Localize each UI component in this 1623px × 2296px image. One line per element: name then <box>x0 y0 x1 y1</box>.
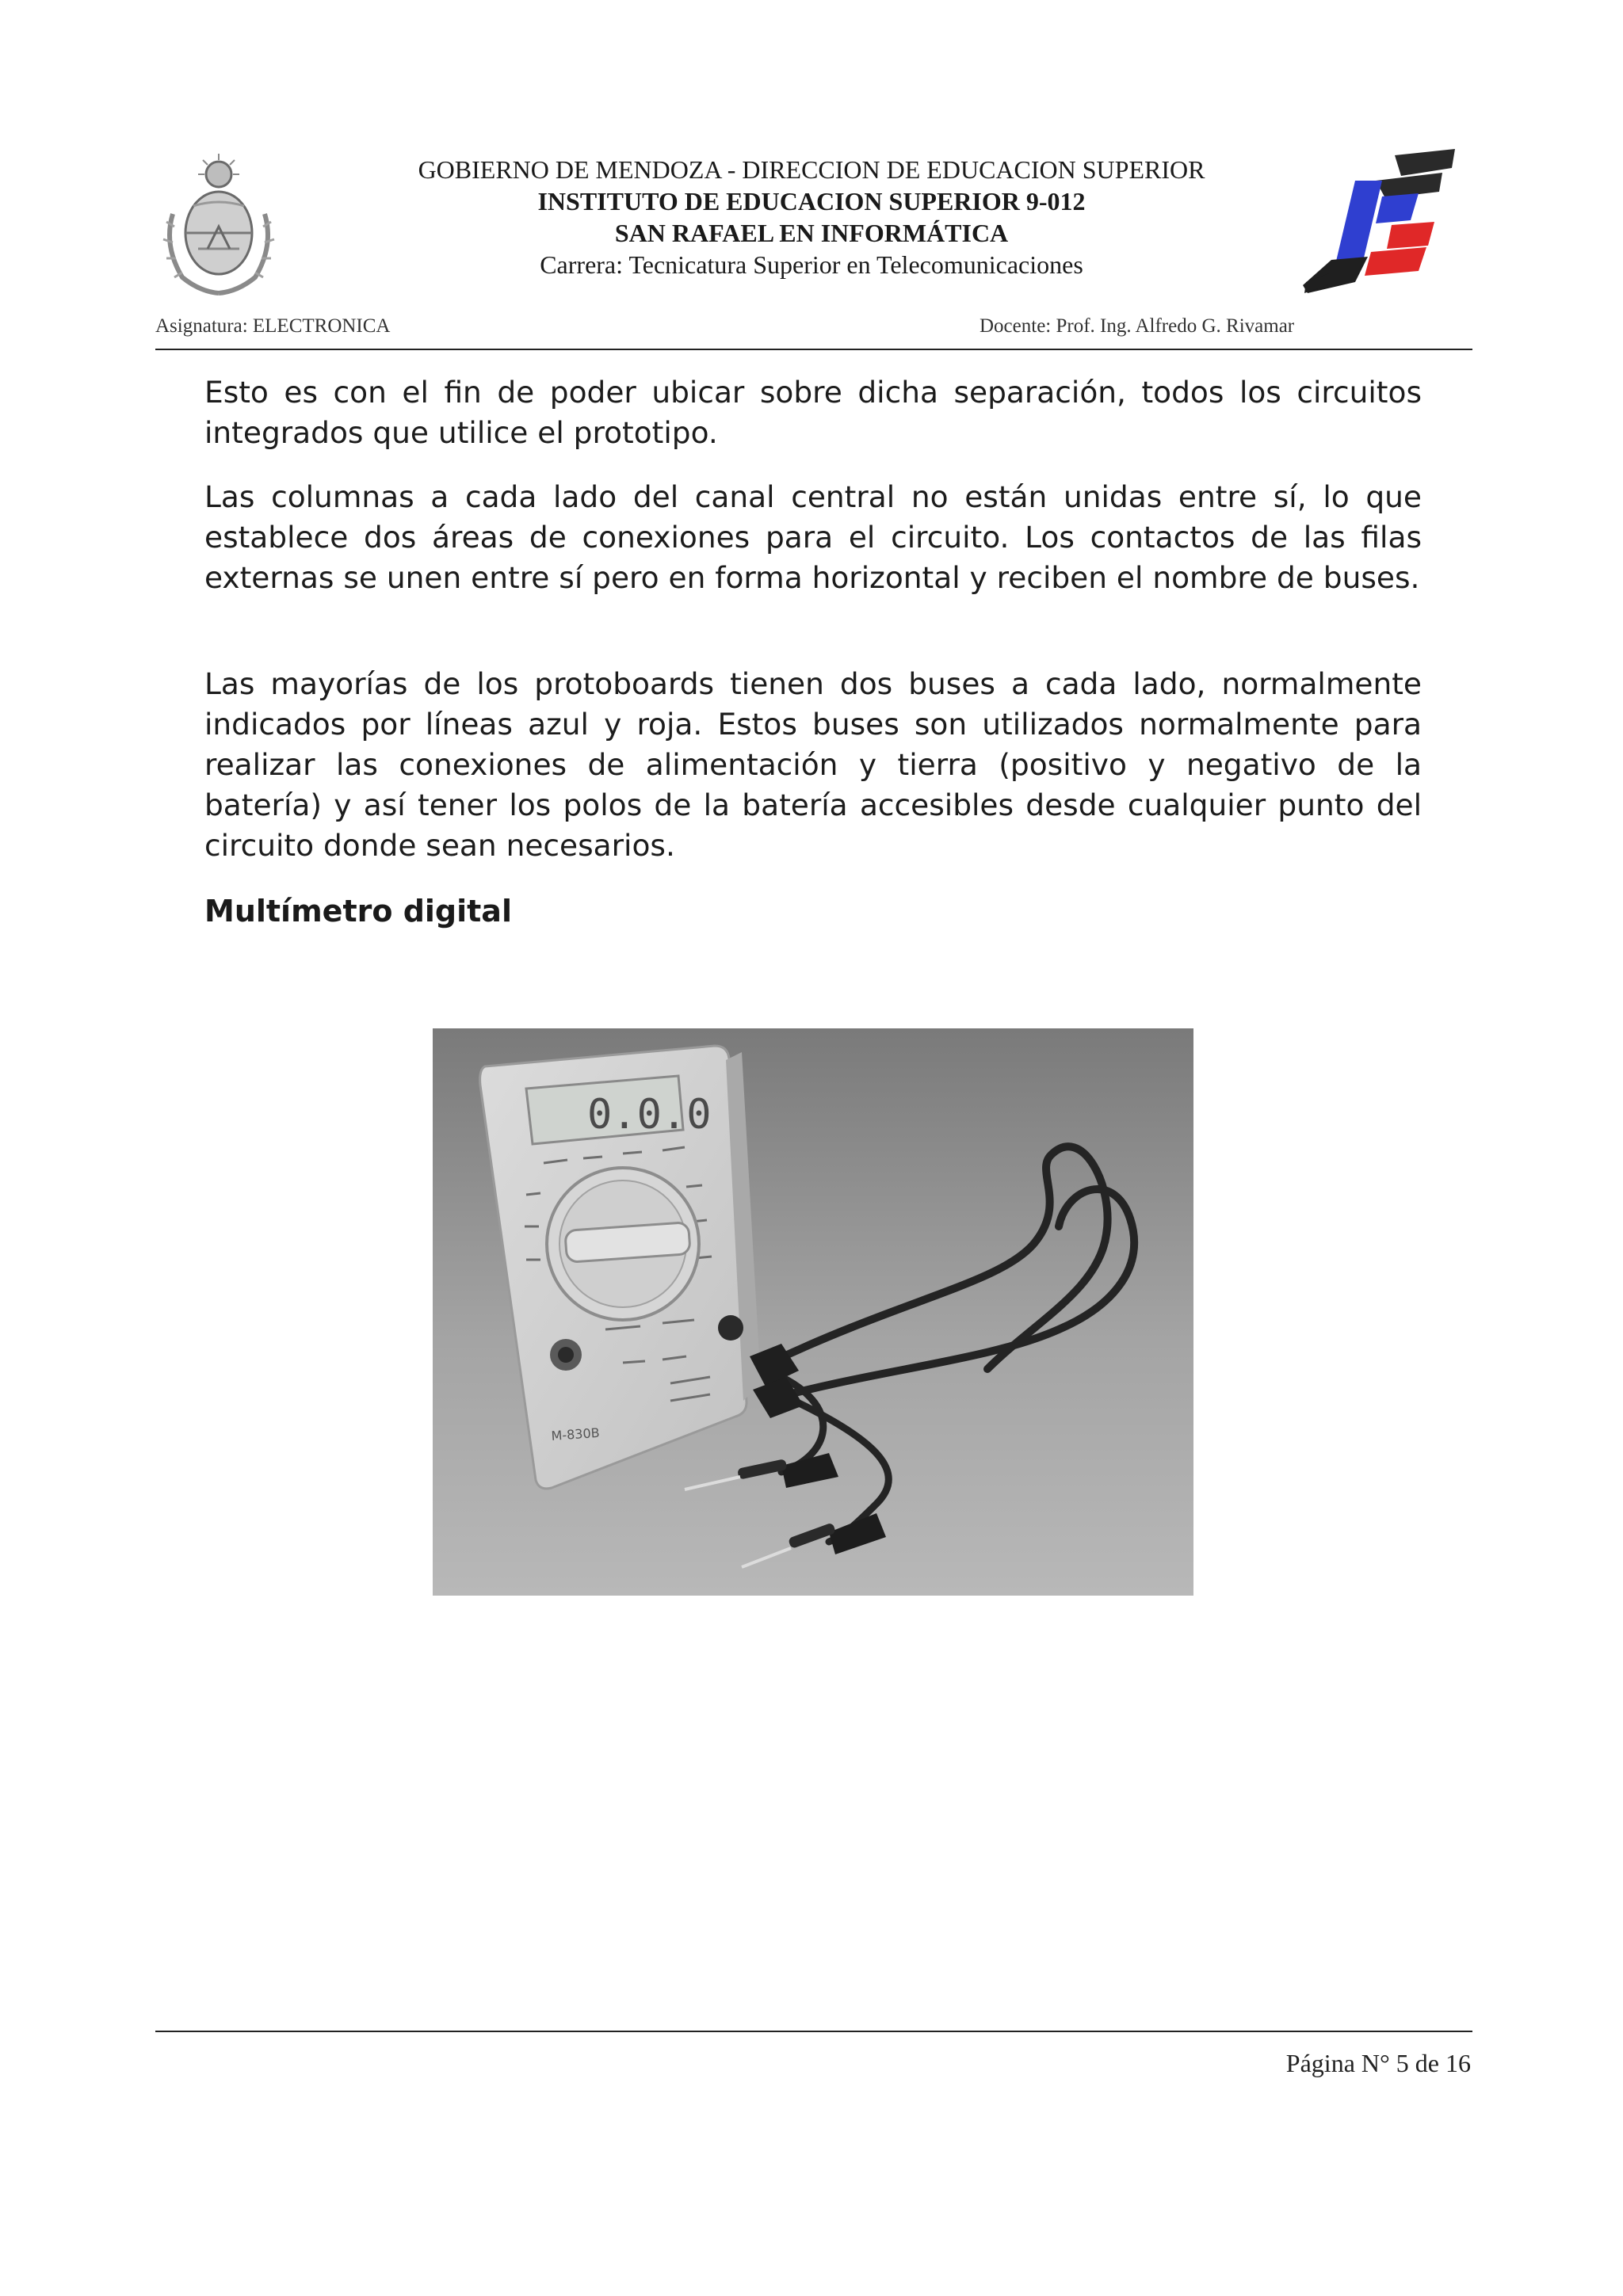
footer-divider <box>155 2031 1472 2032</box>
institute-logo <box>1300 149 1458 295</box>
multimeter-photo <box>433 1028 1193 1596</box>
display-readout: 0.0.0 <box>587 1091 712 1138</box>
model-label: M-830B <box>550 1425 601 1444</box>
page-number: Página N° 5 de 16 <box>1285 2049 1471 2077</box>
paragraph: Las mayorías de los protoboards tienen dos buses a cada lado, normalmente indicados por líneas azul y roja. Estos buses son utilizados normalmente para realizar las conexiones de alimentación y tierra (positivo y negativo de la batería) y así tener los polos de la batería accesibles desde cualquier punto del circuito donde sean necesarios. <box>204 666 1422 863</box>
header-location-line: SAN RAFAEL EN INFORMÁTICA <box>614 219 1009 247</box>
header-career-line: Carrera: Tecnicatura Superior en Telecomunicaciones <box>540 250 1083 279</box>
header-government-line: GOBIERNO DE MENDOZA - DIRECCION DE EDUCACION SUPERIOR <box>418 155 1205 184</box>
multimeter-illustration <box>433 1028 1193 1596</box>
section-heading: Multímetro digital <box>204 894 512 929</box>
header-institute-line: INSTITUTO DE EDUCACION SUPERIOR 9-012 <box>537 187 1086 215</box>
paragraph: Las columnas a cada lado del canal central no están unidas entre sí, lo que establece dos áreas de conexiones para el circuito. Los contactos de las filas externas se unen entre sí pero en forma horizontal y reciben el nombre de buses. <box>204 479 1422 595</box>
teacher-label: Docente: Prof. Ing. Alfredo G. Rivamar <box>980 315 1295 337</box>
paragraph: Esto es con el fin de poder ubicar sobre dicha separación, todos los circuitos integrados que utilice el prototipo. <box>204 375 1422 450</box>
header-divider <box>155 349 1472 350</box>
subject-label: Asignatura: ELECTRONICA <box>155 315 391 337</box>
